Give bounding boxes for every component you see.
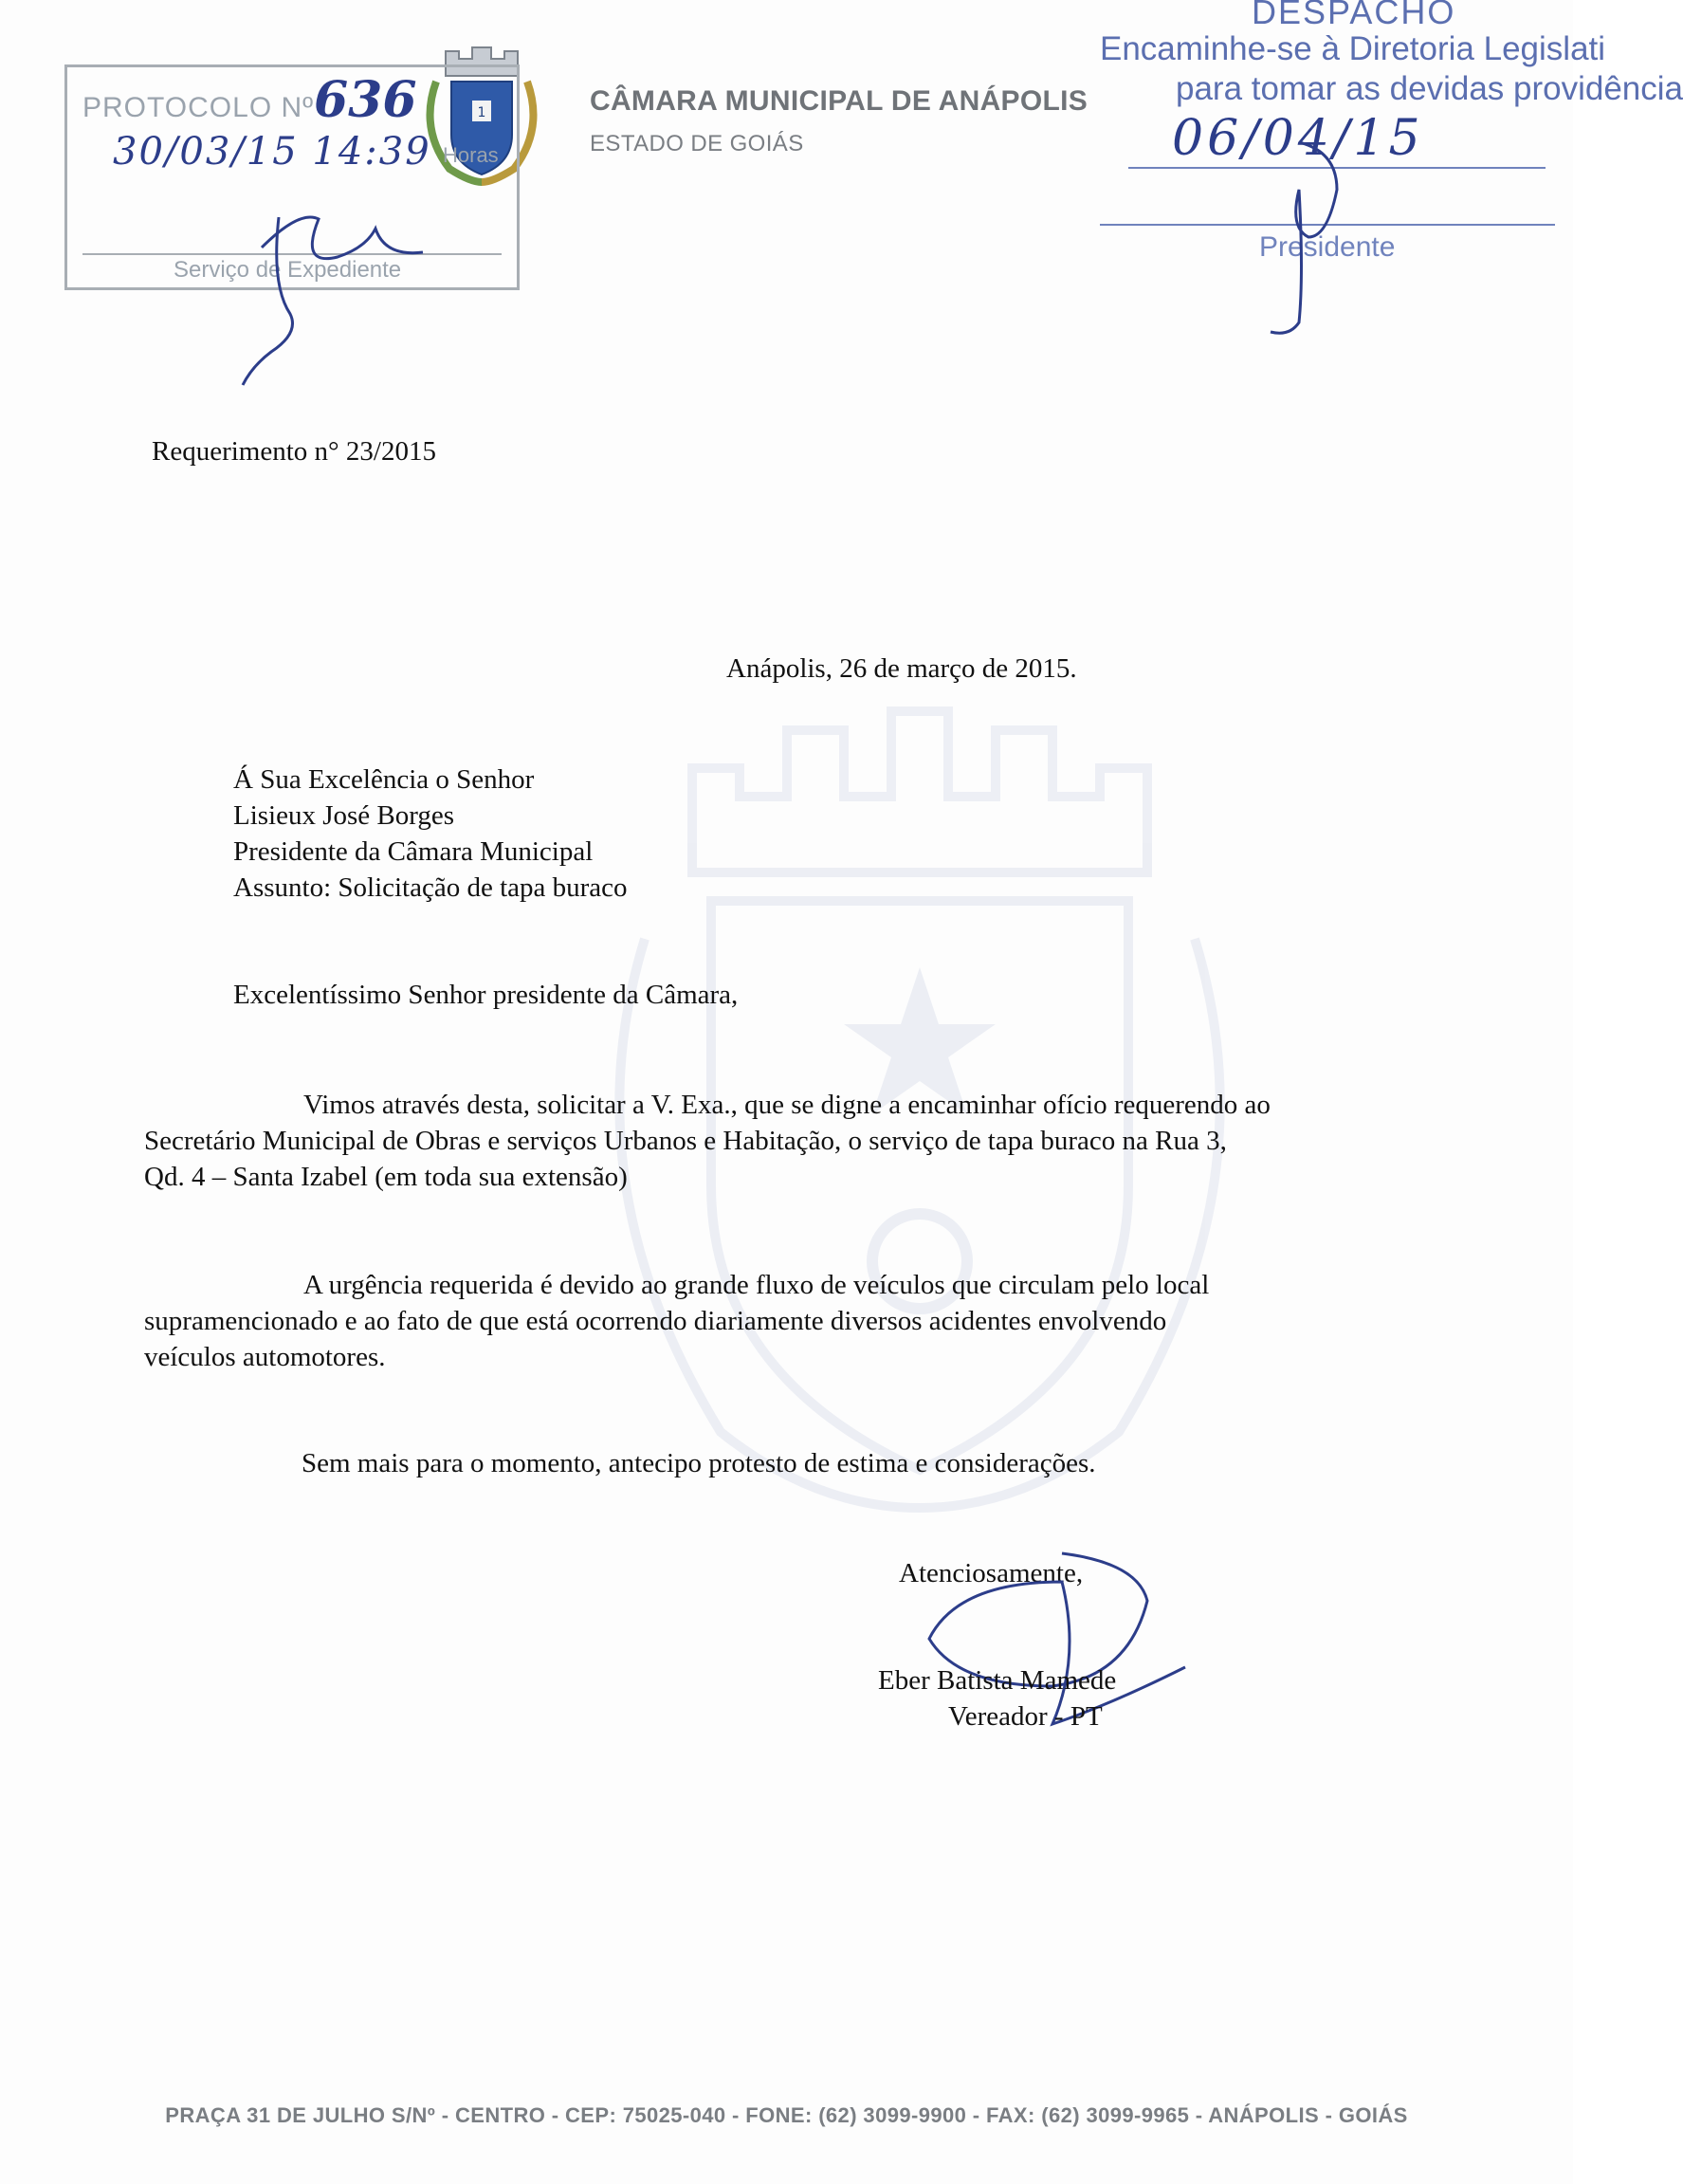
body-paragraph-1: [144, 1087, 1443, 1195]
addressee-subject: Assunto: Solicitação de tapa buraco: [233, 872, 628, 903]
dispatch-stamp: [1100, 0, 1683, 341]
protocol-number: 636: [314, 71, 417, 129]
paragraph-line: Qd. 4 – Santa Izabel (em toda sua extensão): [144, 1162, 628, 1192]
paragraph-line: Secretário Municipal de Obras e serviços Urbanos e Habitação, o serviço de tapa buraco na Rua 3,: [144, 1126, 1227, 1156]
protocol-label: PROTOCOLO Nº: [82, 92, 315, 123]
paragraph-line: veículos automotores.: [144, 1342, 386, 1372]
addressee-block: [233, 762, 628, 906]
addressee-line: Lisieux José Borges: [233, 800, 455, 831]
protocol-hours-label: Horas: [443, 143, 499, 167]
dispatch-date: 06/04/15: [1172, 110, 1424, 167]
paragraph-line: A urgência requerida é devido ao grande fluxo de veículos que circulam pelo local: [303, 1270, 1210, 1300]
institution-state: ESTADO DE GOIÁS: [590, 131, 804, 156]
protocol-initials: [233, 162, 470, 390]
protocol-service: Serviço de Expediente: [174, 257, 402, 283]
request-number: Requerimento n° 23/2015: [152, 436, 436, 467]
place-date: Anápolis, 26 de março de 2015.: [726, 653, 1077, 684]
protocol-datetime: 30/03/15 14:39: [113, 130, 431, 174]
dispatch-title: DESPACHO: [1252, 0, 1456, 31]
dispatch-signature-label: Presidente: [1259, 231, 1396, 263]
addressee-line: Á Sua Excelência o Senhor: [233, 764, 535, 795]
regards: Atenciosamente,: [899, 1558, 1084, 1588]
signer-role: Vereador - PT: [948, 1701, 1103, 1732]
paragraph-line: supramencionado e ao fato de que está ocorrendo diariamente diversos acidentes envolvendo: [144, 1306, 1167, 1336]
protocol-stamp: [64, 64, 520, 290]
signer-name: Eber Batista Mamede: [878, 1665, 1117, 1696]
closing-sentence: Sem mais para o momento, antecipo protesto de estima e considerações.: [302, 1448, 1096, 1478]
institution-name: CÂMARA MUNICIPAL DE ANÁPOLIS: [590, 85, 1088, 117]
addressee-line: Presidente da Câmara Municipal: [233, 836, 594, 867]
paragraph-line: Vimos através desta, solicitar a V. Exa., que se digne a encaminhar ofício requerendo ao: [303, 1090, 1271, 1120]
dispatch-line-2: para tomar as devidas providência: [1176, 70, 1683, 107]
footer-address: PRAÇA 31 DE JULHO S/Nº - CENTRO - CEP: 75025-040 - FONE: (62) 3099-9900 - FAX: (62) 3099-9965 - ANÁPOLIS - GOIÁS: [165, 2103, 1408, 2127]
dispatch-line-1: Encaminhe-se à Diretoria Legislati: [1100, 30, 1606, 67]
body-paragraph-2: [144, 1267, 1443, 1375]
svg-text:1: 1: [477, 105, 486, 120]
salutation: Excelentíssimo Senhor presidente da Câmara,: [233, 980, 739, 1010]
dispatch-signature: [1195, 133, 1403, 341]
